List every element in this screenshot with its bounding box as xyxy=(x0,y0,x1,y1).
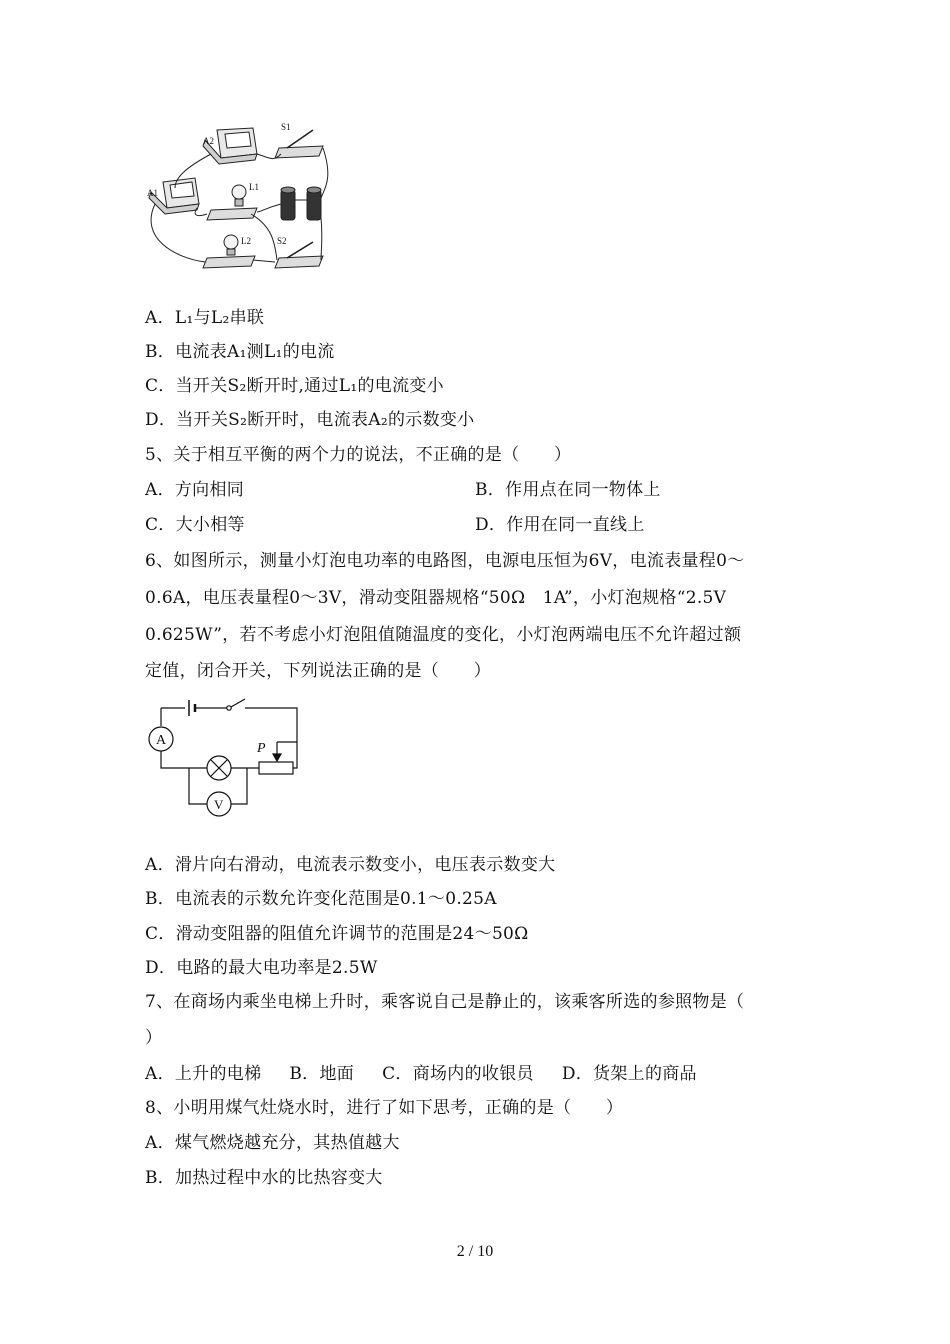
q6-option-a: A．滑片向右滑动，电流表示数变小，电压表示数变大 xyxy=(145,855,556,875)
q6-stem-line-4: 定值，闭合开关，下列说法正确的是（ ） xyxy=(145,661,491,681)
q5-option-a: A．方向相同 xyxy=(145,480,245,500)
page-number: 2 / 10 xyxy=(456,1243,494,1260)
q7-stem-line-2: ） xyxy=(145,1028,163,1048)
slider-label: P xyxy=(257,741,266,756)
q6-option-c: C．滑动变阻器的阻值允许调节的范围是24～50Ω xyxy=(145,924,529,944)
q5-stem: 5、关于相互平衡的两个力的说法，不正确的是（ ） xyxy=(145,445,572,465)
label-a2: A2 xyxy=(203,136,214,146)
q7-option-a: A．上升的电梯 xyxy=(145,1064,262,1084)
q7-option-c: C．商场内的收银员 xyxy=(382,1064,534,1084)
q5-option-b: B．作用点在同一物体上 xyxy=(475,480,661,500)
voltmeter-label: V xyxy=(214,797,224,812)
q6-stem-line-3: 0.625W”，若不考虑小灯泡阻值随温度的变化，小灯泡两端电压不允许超过额 xyxy=(145,625,742,645)
label-l2: L2 xyxy=(241,236,251,246)
q8-option-b: B．加热过程中水的比热容变大 xyxy=(145,1168,383,1188)
q6-option-b: B．电流表的示数允许变化范围是0.1～0.25A xyxy=(145,889,497,909)
q4-option-a: A．L₁与L₂串联 xyxy=(145,308,265,328)
q4-option-b: B．电流表A₁测L₁的电流 xyxy=(145,342,335,362)
q8-stem: 8、小明用煤气灶烧水时，进行了如下思考，正确的是（ ） xyxy=(145,1098,624,1118)
q5-option-d: D．作用在同一直线上 xyxy=(475,515,645,535)
label-s1: S1 xyxy=(281,122,291,132)
label-a1: A1 xyxy=(147,188,158,198)
q7-options xyxy=(145,1063,697,1085)
q6-option-d: D．电路的最大电功率是2.5W xyxy=(145,958,378,978)
q8-option-a: A．煤气燃烧越充分，其热值越大 xyxy=(145,1133,400,1153)
q4-option-d: D．当开关S₂断开时，电流表A₂的示数变小 xyxy=(145,410,475,430)
q6-stem-line-1: 6、如图所示，测量小灯泡电功率的电路图，电源电压恒为6V，电流表量程0～ xyxy=(145,551,745,571)
label-l1: L1 xyxy=(249,182,259,192)
circuit-photo-figure xyxy=(145,118,335,278)
label-s2: S2 xyxy=(277,236,287,246)
q6-stem-line-2: 0.6A，电压表量程0～3V，滑动变阻器规格“50Ω 1A”，小灯泡规格“2.5V xyxy=(145,588,727,608)
circuit-schematic-figure xyxy=(145,696,305,826)
q4-option-c: C．当开关S₂断开时,通过L₁的电流变小 xyxy=(145,376,444,396)
q7-option-d: D．货架上的商品 xyxy=(561,1064,697,1084)
ammeter-label: A xyxy=(156,733,167,748)
q7-stem-line-1: 7、在商场内乘坐电梯上升时，乘客说自己是静止的，该乘客所选的参照物是（ xyxy=(145,992,745,1012)
q7-option-b: B．地面 xyxy=(289,1064,355,1084)
q5-option-c: C．大小相等 xyxy=(145,515,245,535)
